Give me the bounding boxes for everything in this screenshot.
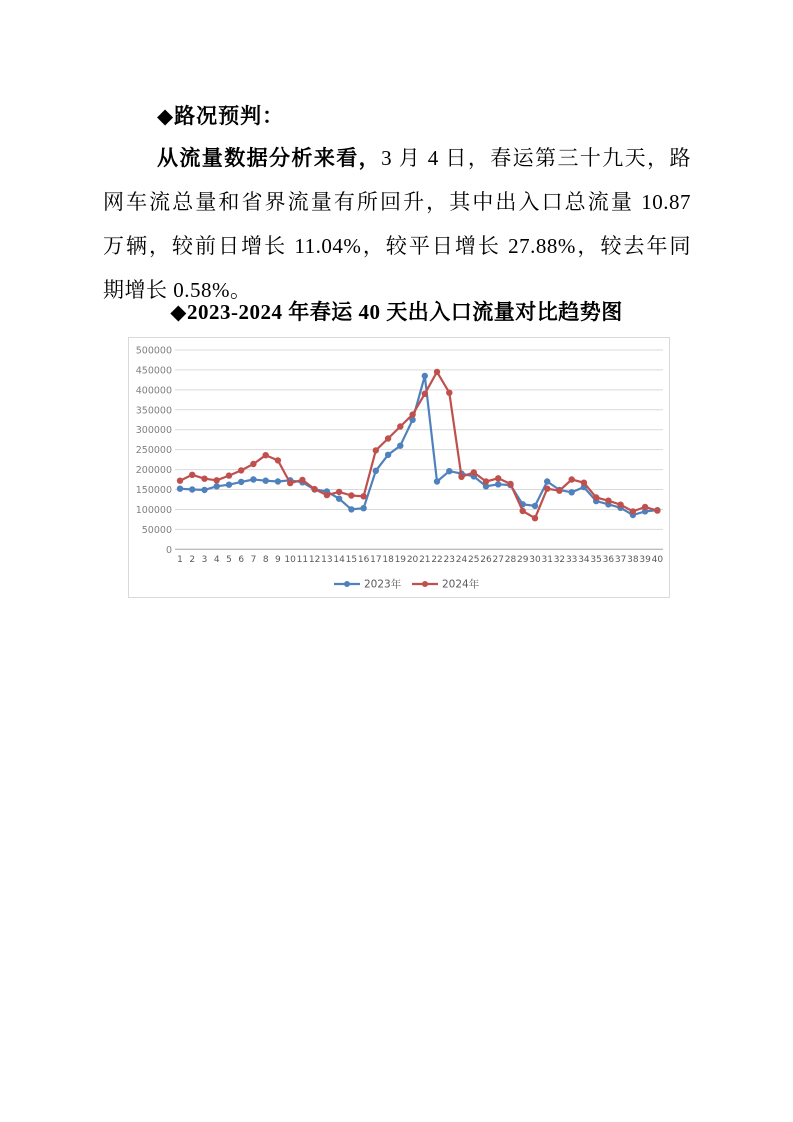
x-axis-tick-label: 4 [213,555,220,565]
data-point-2024 [312,486,317,491]
data-point-2024 [471,470,476,475]
x-axis-tick-label: 13 [321,555,333,565]
data-point-2023 [275,479,280,484]
x-axis-tick-label: 9 [275,555,281,565]
x-axis-tick-label: 20 [406,555,419,565]
x-axis-tick-label: 8 [262,555,269,565]
data-point-2024 [202,476,207,481]
x-axis-tick-label: 27 [492,555,504,565]
data-point-2024 [300,477,305,482]
x-axis-tick-label: 32 [553,555,566,565]
data-point-2023 [532,503,537,508]
data-point-2023 [202,487,207,492]
x-axis-tick-label: 24 [455,555,468,565]
data-point-2023 [263,478,268,483]
data-point-2024 [434,369,439,374]
y-axis-tick-label: 300000 [135,425,172,437]
data-point-2024 [483,479,488,484]
x-axis-tick-label: 38 [627,555,639,565]
x-axis-tick-label: 12 [308,555,321,565]
text-run: 3 月 4 日，春运第三十九天，路 [381,146,691,170]
x-axis-tick-label: 25 [468,555,480,565]
x-axis-tick-label: 15 [345,555,358,565]
x-axis-tick-label: 14 [333,555,345,565]
data-point-2023 [177,486,182,491]
y-axis-tick-label: 350000 [135,405,172,417]
data-point-2023 [349,507,354,512]
x-axis-tick-label: 34 [578,555,590,565]
data-point-2024 [214,478,219,483]
x-axis-tick-label: 5 [226,555,232,565]
x-axis-tick-label: 1 [177,555,183,565]
x-axis-tick-label: 36 [602,555,615,565]
data-point-2023 [545,479,550,484]
data-point-2024 [336,489,341,494]
data-point-2024 [508,481,513,486]
x-axis-tick-label: 40 [651,555,664,565]
x-axis-tick-label: 35 [590,555,602,565]
y-axis-tick-label: 100000 [135,504,172,516]
data-point-2024 [324,492,329,497]
y-axis-tick-label: 400000 [135,385,172,397]
x-axis-tick-label: 16 [357,555,370,565]
x-axis-tick-label: 30 [529,555,541,565]
legend-point-marker [422,581,428,587]
data-point-2024 [275,458,280,463]
data-point-2024 [606,498,611,503]
data-point-2023 [496,482,501,487]
y-axis-tick-label: 450000 [135,365,172,377]
x-axis-tick-label: 7 [250,555,257,565]
x-axis-tick-label: 23 [443,555,456,565]
x-axis-tick-label: 21 [419,555,431,565]
chart-title-heading: ◆2023-2024 年春运 40 天出入口流量对比趋势图 [170,300,623,324]
data-point-2024 [385,436,390,441]
legend-point-marker [344,581,350,587]
data-point-2023 [239,479,244,484]
data-point-2023 [226,482,231,487]
paragraph-line [103,136,691,180]
body-paragraph [103,136,691,312]
data-point-2024 [263,453,268,458]
x-axis-tick-label: 28 [504,555,517,565]
data-point-2024 [545,486,550,491]
data-point-2023 [373,468,378,473]
data-point-2023 [385,452,390,457]
data-point-2024 [581,480,586,485]
x-axis-tick-label: 37 [614,555,627,565]
data-point-2023 [422,373,427,378]
data-point-2024 [459,474,464,479]
data-point-2024 [422,391,427,396]
x-axis-tick-label: 26 [480,555,492,565]
y-axis-tick-label: 200000 [135,465,172,477]
data-point-2023 [336,496,341,501]
data-point-2023 [447,469,452,474]
data-point-2024 [239,468,244,473]
x-axis-tick-label: 3 [201,555,208,565]
data-point-2023 [190,487,195,492]
data-point-2024 [496,476,501,481]
text-run: 万辆，较前日增长 11.04%，较平日增长 27.88%，较去年同 [103,234,691,258]
y-axis-tick-label: 250000 [135,445,172,457]
x-axis-tick-label: 11 [296,555,309,565]
data-point-2023 [398,443,403,448]
data-point-2024 [398,424,403,429]
line-chart [128,337,670,598]
data-point-2024 [642,504,647,509]
x-axis-tick-label: 31 [541,555,553,565]
x-axis-tick-label: 18 [382,555,394,565]
data-point-2023 [361,506,366,511]
x-axis-tick-label: 33 [565,555,578,565]
data-point-2024 [251,461,256,466]
x-axis-tick-label: 22 [431,555,443,565]
chart-canvas [129,338,669,597]
x-axis-tick-label: 10 [284,555,296,565]
legend-label: 2024年 [442,578,480,591]
data-point-2024 [373,448,378,453]
section-heading-road-forecast: ◆路况预判： [157,104,285,128]
data-point-2024 [361,494,366,499]
data-point-2024 [520,508,525,513]
data-point-2024 [618,502,623,507]
y-axis-tick-label: 0 [165,544,172,556]
x-axis-tick-label: 19 [394,555,407,565]
paragraph-line [103,180,691,224]
x-axis-tick-label: 29 [516,555,529,565]
text-run: 期增长 0.58%。 [103,278,252,302]
data-point-2024 [569,477,574,482]
x-axis-tick-label: 6 [238,555,245,565]
x-axis-tick-label: 39 [639,555,651,565]
data-point-2024 [177,478,182,483]
data-point-2024 [630,509,635,514]
data-point-2023 [569,490,574,495]
bold-text-run: 从流量数据分析来看， [157,146,382,170]
y-axis-tick-label: 500000 [135,345,172,357]
line-2023 [180,376,657,515]
data-point-2024 [190,472,195,477]
legend-label: 2023年 [364,578,402,591]
data-point-2024 [557,488,562,493]
data-point-2024 [594,495,599,500]
data-point-2023 [214,484,219,489]
x-axis-tick-label: 2 [189,555,196,565]
paragraph-line [103,224,691,268]
data-point-2024 [410,412,415,417]
data-point-2024 [288,480,293,485]
data-point-2024 [655,508,660,513]
text-run: 网车流总量和省界流量有所回升，其中出入口总流量 10.87 [103,190,691,214]
data-point-2024 [349,493,354,498]
y-axis-tick-label: 150000 [135,485,172,497]
data-point-2024 [532,516,537,521]
data-point-2024 [226,473,231,478]
data-point-2024 [447,390,452,395]
y-axis-tick-label: 50000 [141,524,172,536]
data-point-2023 [251,477,256,482]
x-axis-tick-label: 17 [370,555,382,565]
data-point-2023 [434,479,439,484]
